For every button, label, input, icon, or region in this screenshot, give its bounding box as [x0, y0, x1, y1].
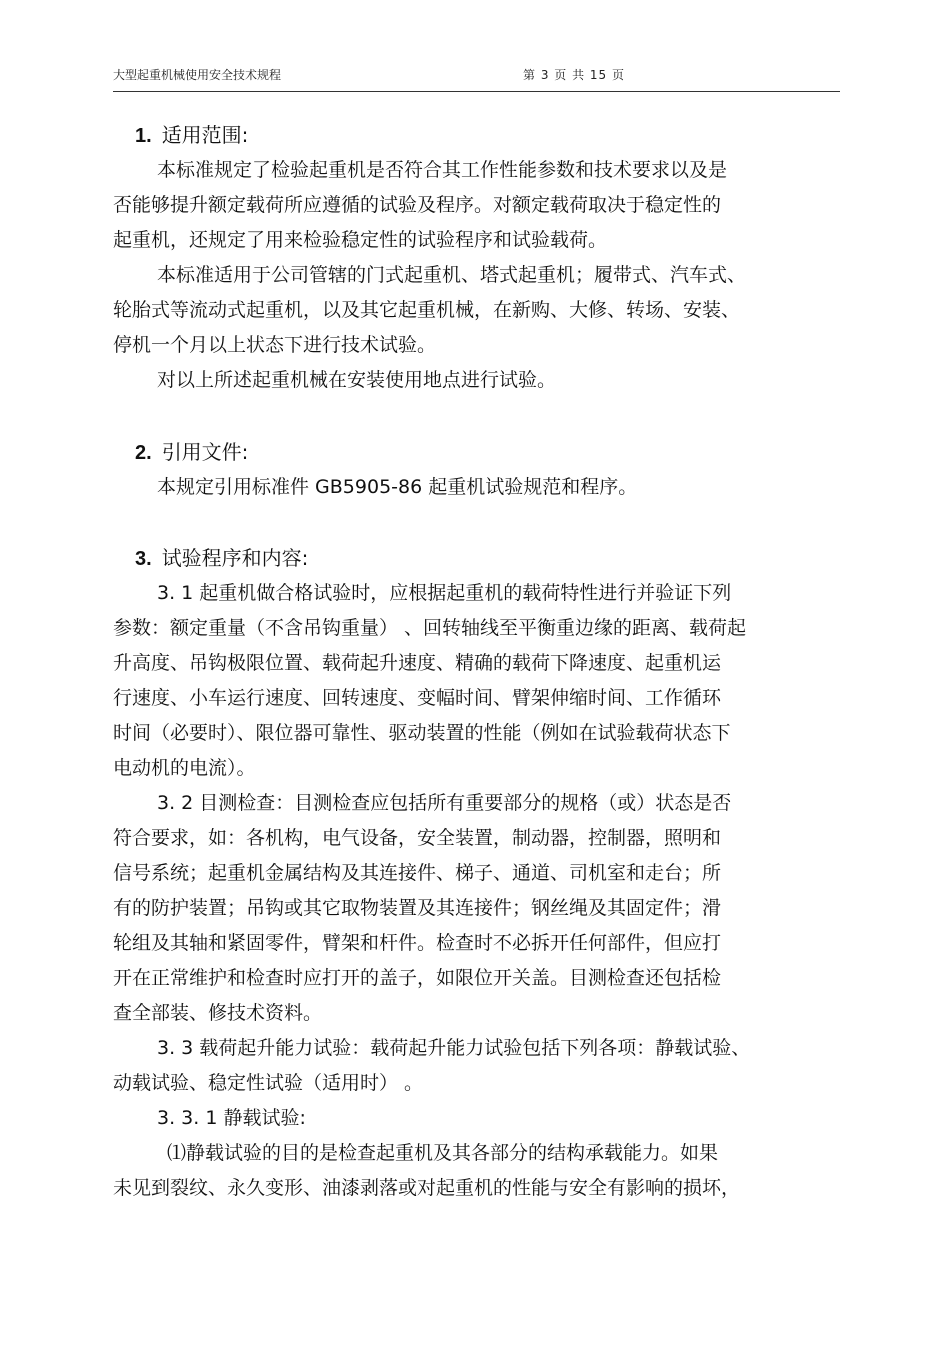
paragraph-line: 本规定引用标准件 GB5905-86 起重机试验规范和程序。: [157, 476, 638, 498]
paragraph-line: 轮组及其轴和紧固零件，臂架和杆件。检查时不必拆开任何部件，但应打: [113, 932, 722, 954]
section-number: 3.: [135, 548, 152, 570]
paragraph-line: 起重机，还规定了用来检验稳定性的试验程序和试验载荷。: [113, 229, 608, 251]
paragraph-line: 否能够提升额定载荷所应遵循的试验及程序。对额定载荷取决于稳定性的: [113, 194, 722, 216]
paragraph-line: 查全部装、修技术资料。: [113, 1002, 323, 1024]
paragraph-line: 停机一个月以上状态下进行技术试验。: [113, 334, 437, 356]
paragraph-line: 3. 1 起重机做合格试验时，应根据起重机的载荷特性进行并验证下列: [157, 582, 732, 604]
paragraph-line: 本标准规定了检验起重机是否符合其工作性能参数和技术要求以及是: [157, 159, 728, 181]
paragraph-line: 未见到裂纹、永久变形、油漆剥落或对起重机的性能与安全有影响的损坏，: [113, 1177, 741, 1199]
section-heading-1: [135, 118, 862, 153]
paragraph-line: 参数：额定重量（不含吊钩重量） 、回转轴线至平衡重边缘的距离、载荷起: [113, 617, 747, 639]
paragraph-line: 有的防护装置；吊钩或其它取物装置及其连接件；钢丝绳及其固定件；滑: [113, 897, 722, 919]
section-heading-2: [135, 435, 862, 470]
header-title: 大型起重机械使用安全技术规程: [113, 68, 282, 82]
paragraph-line: 3. 3 载荷起升能力试验：载荷起升能力试验包括下列各项：静载试验、: [157, 1037, 751, 1059]
paragraph-line: 时间（必要时）、限位器可靠性、驱动装置的性能（例如在试验载荷状态下: [113, 722, 731, 744]
paragraph-line: 升高度、吊钩极限位置、载荷起升速度、精确的载荷下降速度、起重机运: [113, 652, 722, 674]
paragraph-line: 3. 2 目测检查：目测检查应包括所有重要部分的规格（或）状态是否: [157, 792, 732, 814]
section-number: 2.: [135, 442, 152, 464]
paragraph-line: 对以上所述起重机械在安装使用地点进行试验。: [157, 369, 557, 391]
paragraph-line: ⑴静载试验的目的是检查起重机及其各部分的结构承载能力。如果: [167, 1142, 719, 1164]
paragraph-line: 行速度、小车运行速度、回转速度、变幅时间、臂架伸缩时间、工作循环: [113, 687, 722, 709]
page-header: [113, 66, 840, 88]
section-title: 引用文件:: [161, 440, 249, 464]
header-divider: [113, 91, 840, 92]
paragraph-line: 符合要求，如：各机构，电气设备，安全装置，制动器，控制器，照明和: [113, 827, 722, 849]
section-number: 1.: [135, 125, 152, 147]
paragraph-line: 信号系统；起重机金属结构及其连接件、梯子、通道、司机室和走台；所: [113, 862, 722, 884]
paragraph-line: 动载试验、稳定性试验（适用时） 。: [113, 1072, 424, 1094]
section-title: 适用范围:: [161, 123, 249, 147]
paragraph-line: 轮胎式等流动式起重机，以及其它起重机械，在新购、大修、转场、安装、: [113, 299, 741, 321]
header-page-info: 第 3 页 共 15 页: [523, 68, 625, 82]
paragraph-line: 3. 3. 1 静载试验:: [157, 1107, 306, 1129]
paragraph-line: 本标准适用于公司管辖的门式起重机、塔式起重机；履带式、汽车式、: [157, 264, 747, 286]
section-heading-3: [135, 541, 862, 576]
paragraph-line: 电动机的电流）。: [113, 757, 256, 779]
paragraph-line: 开在正常维护和检查时应打开的盖子，如限位开关盖。目测检查还包括检: [113, 967, 722, 989]
section-title: 试验程序和内容:: [161, 546, 309, 570]
